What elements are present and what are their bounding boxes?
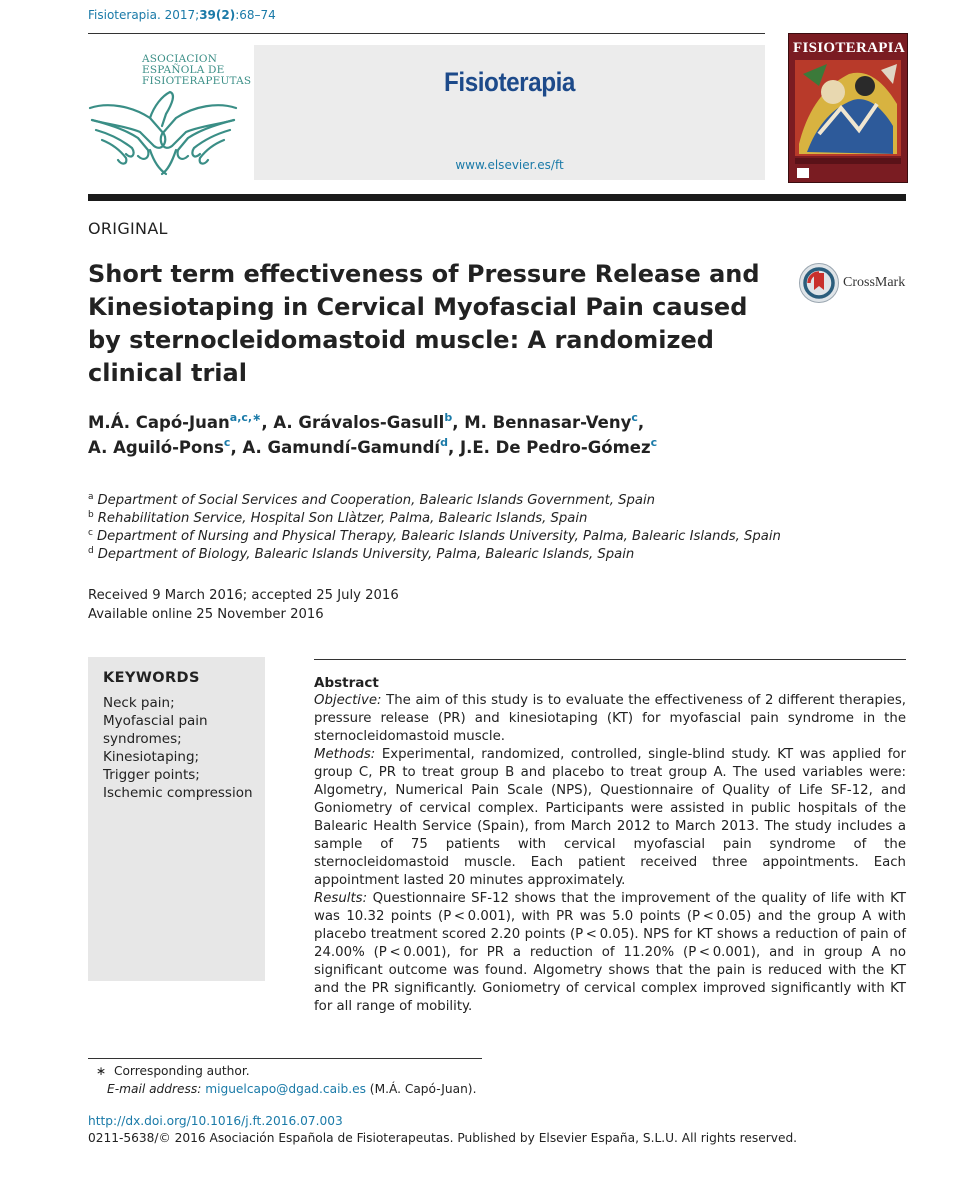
copyright-notice: 0211-5638/© 2016 Asociación Española de Fisioterapeutas. Published by Elsevier España, S.L.U. All rights reserved. [88,1131,798,1145]
doi-link[interactable]: http://dx.doi.org/10.1016/j.ft.2016.07.003 [88,1114,343,1128]
available-date: Available online 25 November 2016 [88,607,324,622]
keywords-panel [88,657,265,981]
author-affiliation-marker[interactable]: c [631,411,638,424]
journal-cover-image [788,33,908,183]
abstract-heading: Abstract [314,675,379,691]
article-section-label: ORIGINAL [88,219,168,238]
affiliation-key: a [88,492,94,502]
affiliation-item [88,510,781,528]
header-rule [88,194,906,201]
keywords-heading: KEYWORDS [103,670,200,686]
journal-url-link[interactable]: www.elsevier.es/ft [455,158,564,172]
methods-label: Methods: [314,747,376,762]
keywords-list [103,694,253,802]
affiliation-list [88,492,781,564]
affiliation-key: d [88,546,94,556]
author-name: J.E. De Pedro-Gómez [459,438,651,457]
corresponding-label: ∗ Corresponding author. [96,1064,250,1078]
society-line: FISIOTERAPEUTAS [142,75,252,87]
objective-label: Objective: [314,693,382,708]
results-label: Results: [314,891,368,906]
article-dates [88,586,399,624]
abstract-divider [314,659,906,660]
email-link[interactable]: miguelcapo@dgad.caib.es [205,1082,366,1096]
author-name: A. Gamundí-Gamundí [242,438,441,457]
abstract-results [314,890,906,1016]
article-title: Short term effectiveness of Pressure Release and Kinesiotaping in Cervical Myofascial Pain caused by sternocleidomastoid muscle: A randomized clinical trial [88,260,760,387]
affiliation-item [88,546,781,564]
abstract-objective [314,692,906,746]
email-line [96,1080,476,1098]
citation-pages: :68–74 [235,8,276,22]
citation-journal: Fisioterapia. 2017; [88,8,200,22]
affiliation-text: Department of Social Services and Cooperation, Balearic Islands Government, Spain [97,493,655,508]
keyword-item: Trigger points; [103,767,200,783]
author-name: A. Aguiló-Pons [88,438,224,457]
email-label: E-mail address: [107,1082,206,1096]
affiliation-text: Rehabilitation Service, Hospital Son Llàtzer, Palma, Balearic Islands, Spain [97,511,588,526]
society-hands-logo [88,88,238,176]
affiliation-key: b [88,510,94,520]
journal-name: Fisioterapia [443,67,575,97]
author-name: M. Bennasar-Veny [464,413,632,432]
citation-line[interactable] [88,8,276,22]
affiliation-key: c [88,528,93,538]
author-affiliation-marker[interactable]: c [650,436,658,449]
society-line: ASOCIACION [142,53,218,65]
objective-text: The aim of this study is to evaluate the effectiveness of 2 different therapies, pressure release (PR) and kinesiotaping (KT) for myofascial pain syndrome in the sternocleidomastoid muscle. [314,693,906,744]
crossmark-label[interactable]: CrossMark [843,275,906,290]
cover-title: FISIOTERAPIA [793,40,905,56]
crossmark-icon[interactable] [798,262,840,304]
abstract-body [314,692,906,1016]
author-name: M.Á. Capó-Juan [88,413,230,432]
affiliation-text: Department of Biology, Balearic Islands University, Palma, Balearic Islands, Spain [97,547,635,562]
author-affiliation-marker[interactable]: b [444,411,453,424]
footnote-divider [88,1058,482,1059]
author-affiliation-marker[interactable]: c [223,436,231,449]
received-date: Received 9 March 2016; accepted 25 July 2016 [88,588,399,603]
society-line: ESPAÑOLA DE [142,64,225,76]
email-owner: (M.Á. Capó-Juan). [365,1082,477,1096]
citation-volume: 39(2) [199,8,236,22]
author-affiliation-marker[interactable]: a,c,∗ [229,411,262,424]
corresponding-author-footnote [96,1062,476,1098]
affiliation-item [88,492,781,510]
journal-banner [254,45,765,180]
results-text: Questionnaire SF-12 shows that the improvement of the quality of life with KT was 10.32 points (P < 0.001), with PR was 5.0 points (P < 0.05) and the group A with placebo treatment scored 2.20 points (P < 0.05). NPS for KT shows a reduction of pain of 24.00% (P < 0.001), for PR a reduction of 11.20% (P < 0.001), and in group A no significant outcome was found. Algometry shows that the pain is reduced with the KT and the PR significantly. Goniometry of cervical complex improved significantly with KT for all range of mobility. [314,891,906,1014]
keyword-item: Kinesiotaping; [103,749,200,765]
top-divider [88,33,765,34]
keyword-item: syndromes; [103,731,182,747]
keyword-item: Neck pain; [103,695,175,711]
keyword-item: Ischemic compression [103,785,253,801]
society-name [142,54,251,87]
affiliation-text: Department of Nursing and Physical Therapy, Balearic Islands University, Palma, Balearic Islands, Spain [96,529,781,544]
affiliation-item [88,528,781,546]
author-list: M.Á. Capó-Juan$^{a,c,∗}$, A. Grávalos-Gasull$^b$, M. Bennasar-Veny$^c$, A. Aguiló-Pons$^c$, A. Gamundí-Gamundí$^d$, J.E. De Pedro-Gómez$^c$ [88,411,658,457]
abstract-methods [314,746,906,890]
keyword-item: Myofascial pain [103,713,208,729]
methods-text: Experimental, randomized, controlled, single-blind study. KT was applied for group C, PR to treat group B and placebo to treat group A. The used variables were: Algometry, Numerical Pain Scale (NPS), Questionnaire of Quality of Life SF-12, and Goniometry of cervical complex. Participants were assisted in public hospitals of the Balearic Health Service (Spain), from March 2012 to March 2013. The study includes a sample of 75 patients with cervical myofascial pain syndrome of the sternocleidomastoid muscle. Each patient received three appointments. Each appointment lasted 20 minutes approximately. [314,747,906,888]
author-name: A. Grávalos-Gasull [273,413,445,432]
author-affiliation-marker[interactable]: d [440,436,448,449]
